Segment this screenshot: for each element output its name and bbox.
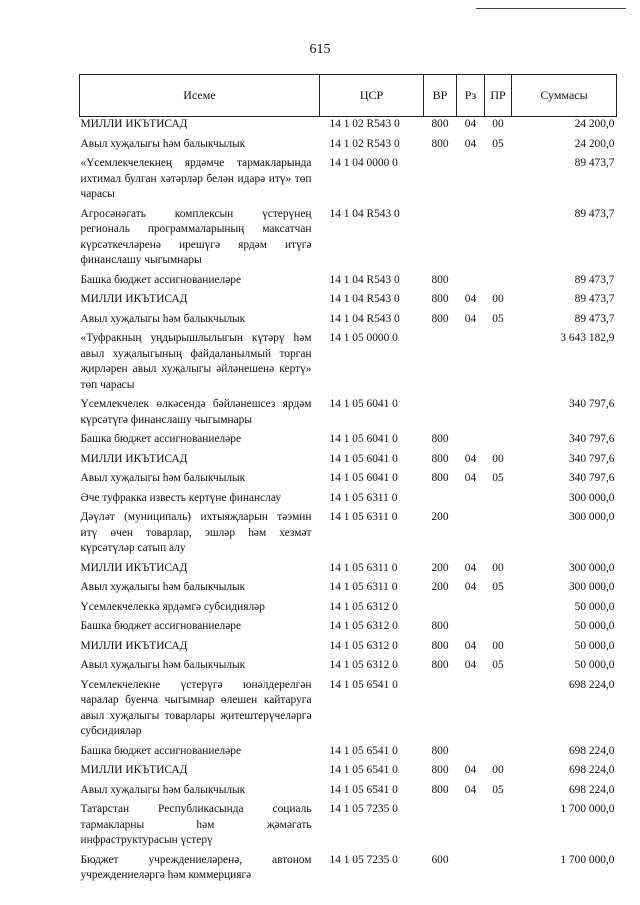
cell-vr bbox=[424, 487, 457, 507]
table-row bbox=[80, 596, 617, 616]
table-row bbox=[80, 740, 617, 760]
cell-vr bbox=[424, 393, 457, 428]
column-header-code: ЦСР bbox=[320, 75, 424, 117]
table-row bbox=[80, 133, 617, 153]
cell-sum: 89 473,7 bbox=[574, 273, 615, 286]
cell-sum: 340 797,6 bbox=[568, 398, 615, 410]
page-number: 615 bbox=[309, 42, 331, 57]
column-header-pr: ПР bbox=[485, 75, 512, 117]
cell-vr bbox=[424, 152, 457, 203]
cell-name: Авыл хуҗалыгы һәм балыкчылык bbox=[80, 581, 246, 593]
cell-code: 14 1 04 R543 0 bbox=[329, 312, 400, 325]
cell-vr: 800 bbox=[431, 118, 449, 130]
cell-vr: 200 bbox=[431, 511, 449, 523]
cell-sum: 50 000,0 bbox=[574, 600, 615, 613]
cell-pr bbox=[485, 428, 512, 448]
cell-name: Башка бюджет ассигнованиеләре bbox=[80, 620, 242, 632]
cell-pr bbox=[485, 798, 512, 849]
cell-vr: 800 bbox=[431, 433, 449, 445]
cell-code: 14 1 04 0000 0 bbox=[329, 157, 398, 169]
column-header-name: Исеме bbox=[80, 75, 320, 117]
table-row bbox=[80, 635, 617, 655]
cell-vr bbox=[424, 327, 457, 393]
cell-code: 14 1 05 6541 0 bbox=[329, 783, 398, 796]
cell-name: Авыл хуҗалыгы һәм балыкчылык bbox=[80, 137, 246, 150]
cell-pr bbox=[485, 596, 512, 616]
cell-name: Дәүләт (муниципаль) ихтыяҗларын тәэмин итү өчен товарлар, эшләр һәм хезмәт күрсәтүләр сатып алу bbox=[80, 511, 312, 554]
cell-name: Үсемлекчелекне үстерүгә юнәлдерелгән чаралар буенча чыгымнар өлешен кайтаруга авыл хуҗалыгы товарлары җитештерүчеләргә субсидияләр bbox=[80, 678, 312, 737]
cell-pr bbox=[485, 740, 512, 760]
cell-name: Үсемлекчелеккә ярдәмгә субсидияләр bbox=[80, 600, 265, 613]
table-header-row bbox=[80, 75, 617, 117]
cell-vr: 800 bbox=[431, 620, 449, 632]
cell-code: 14 1 05 6312 0 bbox=[329, 600, 398, 613]
cell-code: 14 1 05 6041 0 bbox=[329, 433, 398, 445]
cell-pr bbox=[485, 327, 512, 393]
cell-vr: 200 bbox=[431, 561, 449, 574]
cell-vr: 800 bbox=[431, 659, 449, 671]
cell-code: 14 1 02 R543 0 bbox=[329, 118, 400, 130]
table-row bbox=[80, 654, 617, 674]
cell-pr: 05 bbox=[492, 783, 504, 796]
cell-sum: 300 000,0 bbox=[568, 511, 615, 523]
cell-sum: 698 224,0 bbox=[568, 678, 615, 691]
cell-pr: 05 bbox=[492, 581, 504, 593]
cell-vr: 800 bbox=[431, 312, 449, 325]
cell-pr: 05 bbox=[492, 472, 504, 484]
cell-sum: 89 473,7 bbox=[574, 312, 615, 325]
cell-pr: 00 bbox=[492, 452, 504, 465]
cell-sum: 89 473,7 bbox=[574, 157, 615, 169]
cell-sum: 340 797,6 bbox=[568, 472, 615, 484]
cell-code: 14 1 05 6311 0 bbox=[329, 511, 398, 523]
cell-rz: 04 bbox=[464, 472, 477, 484]
table-row bbox=[80, 327, 617, 393]
cell-sum: 50 000,0 bbox=[574, 620, 615, 632]
cell-pr: 00 bbox=[492, 561, 504, 574]
cell-rz: 04 bbox=[464, 118, 477, 130]
cell-pr: 00 bbox=[492, 764, 504, 776]
table-row bbox=[80, 203, 617, 269]
cell-code: 14 1 05 6311 0 bbox=[329, 581, 398, 593]
cell-vr: 200 bbox=[431, 581, 449, 593]
cell-code: 14 1 05 6311 0 bbox=[329, 561, 398, 574]
table-row bbox=[80, 576, 617, 596]
cell-sum: 89 473,7 bbox=[574, 207, 615, 220]
cell-name: Бюджет учреждениеләренә, автоном учреждениеләргә һәм коммерциягә bbox=[80, 853, 312, 881]
cell-sum: 698 224,0 bbox=[568, 744, 615, 757]
cell-rz: 04 bbox=[464, 561, 477, 574]
cell-sum: 50 000,0 bbox=[574, 659, 615, 671]
cell-vr: 800 bbox=[431, 273, 449, 286]
cell-code: 14 1 05 6312 0 bbox=[329, 620, 398, 632]
cell-rz bbox=[457, 152, 485, 203]
cell-rz bbox=[457, 327, 485, 393]
table-row bbox=[80, 288, 617, 308]
top-rule bbox=[476, 8, 626, 9]
cell-name: МИЛЛИ ИКЪТИСАД bbox=[80, 293, 188, 305]
cell-sum: 300 000,0 bbox=[568, 561, 615, 574]
cell-vr: 800 bbox=[431, 639, 449, 652]
table-row bbox=[80, 117, 617, 133]
budget-table bbox=[79, 74, 617, 884]
cell-name: МИЛЛИ ИКЪТИСАД bbox=[80, 118, 188, 130]
cell-pr: 00 bbox=[492, 118, 504, 130]
cell-sum: 89 473,7 bbox=[574, 293, 615, 305]
cell-pr bbox=[485, 203, 512, 269]
cell-sum: 24 200,0 bbox=[574, 118, 615, 130]
cell-pr: 05 bbox=[492, 659, 504, 671]
table-row bbox=[80, 674, 617, 740]
cell-vr: 800 bbox=[431, 293, 449, 305]
table-row bbox=[80, 779, 617, 799]
cell-rz: 04 bbox=[464, 581, 477, 593]
cell-sum: 1 700 000,0 bbox=[560, 853, 615, 866]
cell-name: МИЛЛИ ИКЪТИСАД bbox=[80, 764, 188, 776]
cell-pr bbox=[485, 615, 512, 635]
table-row bbox=[80, 615, 617, 635]
cell-pr bbox=[485, 674, 512, 740]
cell-name: Әче туфракка известь кертүне финанслау bbox=[80, 491, 282, 504]
cell-rz bbox=[457, 506, 485, 557]
cell-rz: 04 bbox=[464, 783, 477, 796]
cell-pr bbox=[485, 269, 512, 289]
cell-name: Башка бюджет ассигнованиеләре bbox=[80, 433, 242, 445]
cell-code: 14 1 05 6541 0 bbox=[329, 744, 398, 757]
cell-name: Авыл хуҗалыгы һәм балыкчылык bbox=[80, 472, 246, 484]
cell-code: 14 1 04 R543 0 bbox=[329, 273, 400, 286]
table-row bbox=[80, 759, 617, 779]
cell-rz bbox=[457, 393, 485, 428]
table-row bbox=[80, 487, 617, 507]
cell-code: 14 1 05 7235 0 bbox=[329, 853, 398, 866]
table-row bbox=[80, 849, 617, 884]
cell-sum: 300 000,0 bbox=[568, 581, 615, 593]
table-row bbox=[80, 557, 617, 577]
cell-vr bbox=[424, 596, 457, 616]
cell-code: 14 1 05 6041 0 bbox=[329, 398, 398, 410]
cell-code: 14 1 05 6041 0 bbox=[329, 472, 398, 484]
table-row bbox=[80, 428, 617, 448]
cell-pr bbox=[485, 849, 512, 884]
cell-rz: 04 bbox=[464, 764, 477, 776]
table-row bbox=[80, 152, 617, 203]
cell-rz bbox=[457, 203, 485, 269]
cell-code: 14 1 04 R543 0 bbox=[329, 207, 400, 220]
cell-code: 14 1 05 7235 0 bbox=[329, 803, 398, 815]
table-row bbox=[80, 798, 617, 849]
cell-sum: 3 643 182,9 bbox=[560, 332, 615, 344]
cell-rz: 04 bbox=[464, 659, 477, 671]
column-header-rz: Рз bbox=[457, 75, 485, 117]
cell-code: 14 1 05 6311 0 bbox=[329, 491, 398, 504]
cell-rz bbox=[457, 849, 485, 884]
cell-sum: 24 200,0 bbox=[574, 137, 615, 150]
cell-code: 14 1 05 6312 0 bbox=[329, 639, 398, 652]
cell-code: 14 1 04 R543 0 bbox=[329, 293, 400, 305]
cell-rz bbox=[457, 428, 485, 448]
table-row bbox=[80, 506, 617, 557]
cell-code: 14 1 05 6041 0 bbox=[329, 452, 398, 465]
cell-code: 14 1 05 6312 0 bbox=[329, 659, 398, 671]
cell-vr: 800 bbox=[431, 744, 449, 757]
cell-sum: 1 700 000,0 bbox=[560, 803, 615, 815]
cell-name: Башка бюджет ассигнованиеләре bbox=[80, 744, 242, 757]
cell-sum: 340 797,6 bbox=[568, 433, 615, 445]
cell-code: 14 1 05 6541 0 bbox=[329, 764, 398, 776]
column-header-vr: ВР bbox=[424, 75, 457, 117]
cell-vr: 600 bbox=[431, 853, 449, 866]
cell-pr: 05 bbox=[492, 137, 504, 150]
cell-name: Авыл хуҗалыгы һәм балыкчылык bbox=[80, 783, 246, 796]
cell-rz bbox=[457, 674, 485, 740]
table-row bbox=[80, 467, 617, 487]
cell-name: МИЛЛИ ИКЪТИСАД bbox=[80, 561, 188, 574]
cell-vr bbox=[424, 798, 457, 849]
cell-vr bbox=[424, 674, 457, 740]
cell-code: 14 1 05 6541 0 bbox=[329, 678, 398, 691]
cell-name: «Туфракның уңдырышлылыгын күтәрү һәм авыл хуҗалыгының файдаланылмый торган җирләрен авыл хуҗалыгы әйләнешенә кертү» төп чарасы bbox=[80, 332, 312, 391]
cell-sum: 300 000,0 bbox=[568, 491, 615, 504]
table-body bbox=[80, 117, 617, 884]
cell-name: Татарстан Республикасында социаль тармакларны һәм җәмәгать инфраструктурасын үстерү bbox=[80, 803, 312, 846]
cell-pr: 00 bbox=[492, 293, 504, 305]
cell-pr bbox=[485, 152, 512, 203]
cell-rz: 04 bbox=[464, 312, 477, 325]
table-row bbox=[80, 269, 617, 289]
cell-rz bbox=[457, 798, 485, 849]
cell-rz: 04 bbox=[464, 137, 477, 150]
table-row bbox=[80, 448, 617, 468]
cell-pr: 00 bbox=[492, 639, 504, 652]
cell-pr bbox=[485, 487, 512, 507]
cell-vr bbox=[424, 203, 457, 269]
cell-rz bbox=[457, 740, 485, 760]
cell-rz bbox=[457, 596, 485, 616]
cell-name: Үсемлекчелек өлкәсендә бәйләнешсез ярдәм күрсәтүгә финанслашу чыгымнары bbox=[80, 398, 312, 426]
cell-rz: 04 bbox=[464, 639, 477, 652]
cell-name: «Үсемлекчелекнең ярдәмче тармакларында ихтимал булган хәтәрләр белән идарә итү» төп чарасы bbox=[80, 157, 312, 200]
cell-vr: 800 bbox=[431, 472, 449, 484]
cell-rz: 04 bbox=[464, 293, 477, 305]
table-row bbox=[80, 308, 617, 328]
cell-rz bbox=[457, 269, 485, 289]
cell-sum: 698 224,0 bbox=[568, 764, 615, 776]
cell-sum: 698 224,0 bbox=[568, 783, 615, 796]
cell-name: Авыл хуҗалыгы һәм балыкчылык bbox=[80, 659, 246, 671]
cell-code: 14 1 02 R543 0 bbox=[329, 137, 400, 150]
cell-vr: 800 bbox=[431, 783, 449, 796]
cell-code: 14 1 05 0000 0 bbox=[329, 332, 398, 344]
cell-rz: 04 bbox=[464, 452, 477, 465]
cell-vr: 800 bbox=[431, 452, 449, 465]
cell-rz bbox=[457, 615, 485, 635]
cell-sum: 50 000,0 bbox=[574, 639, 615, 652]
cell-pr: 05 bbox=[492, 312, 504, 325]
cell-vr: 800 bbox=[431, 764, 449, 776]
cell-name: МИЛЛИ ИКЪТИСАД bbox=[80, 639, 188, 652]
column-header-sum: Суммасы bbox=[512, 75, 617, 117]
cell-rz bbox=[457, 487, 485, 507]
cell-name: Агросәнәгать комплексын үстерүнең региональ программаларының максатчан күрсәткечләренә ирешүгә ярдәм итүгә финанслашу чыгымнары bbox=[80, 207, 312, 266]
cell-name: Авыл хуҗалыгы һәм балыкчылык bbox=[80, 312, 246, 325]
table-row bbox=[80, 393, 617, 428]
cell-pr bbox=[485, 506, 512, 557]
cell-name: Башка бюджет ассигнованиеләре bbox=[80, 273, 242, 286]
cell-sum: 340 797,6 bbox=[568, 452, 615, 465]
cell-name: МИЛЛИ ИКЪТИСАД bbox=[80, 452, 188, 465]
cell-pr bbox=[485, 393, 512, 428]
cell-vr: 800 bbox=[431, 137, 449, 150]
